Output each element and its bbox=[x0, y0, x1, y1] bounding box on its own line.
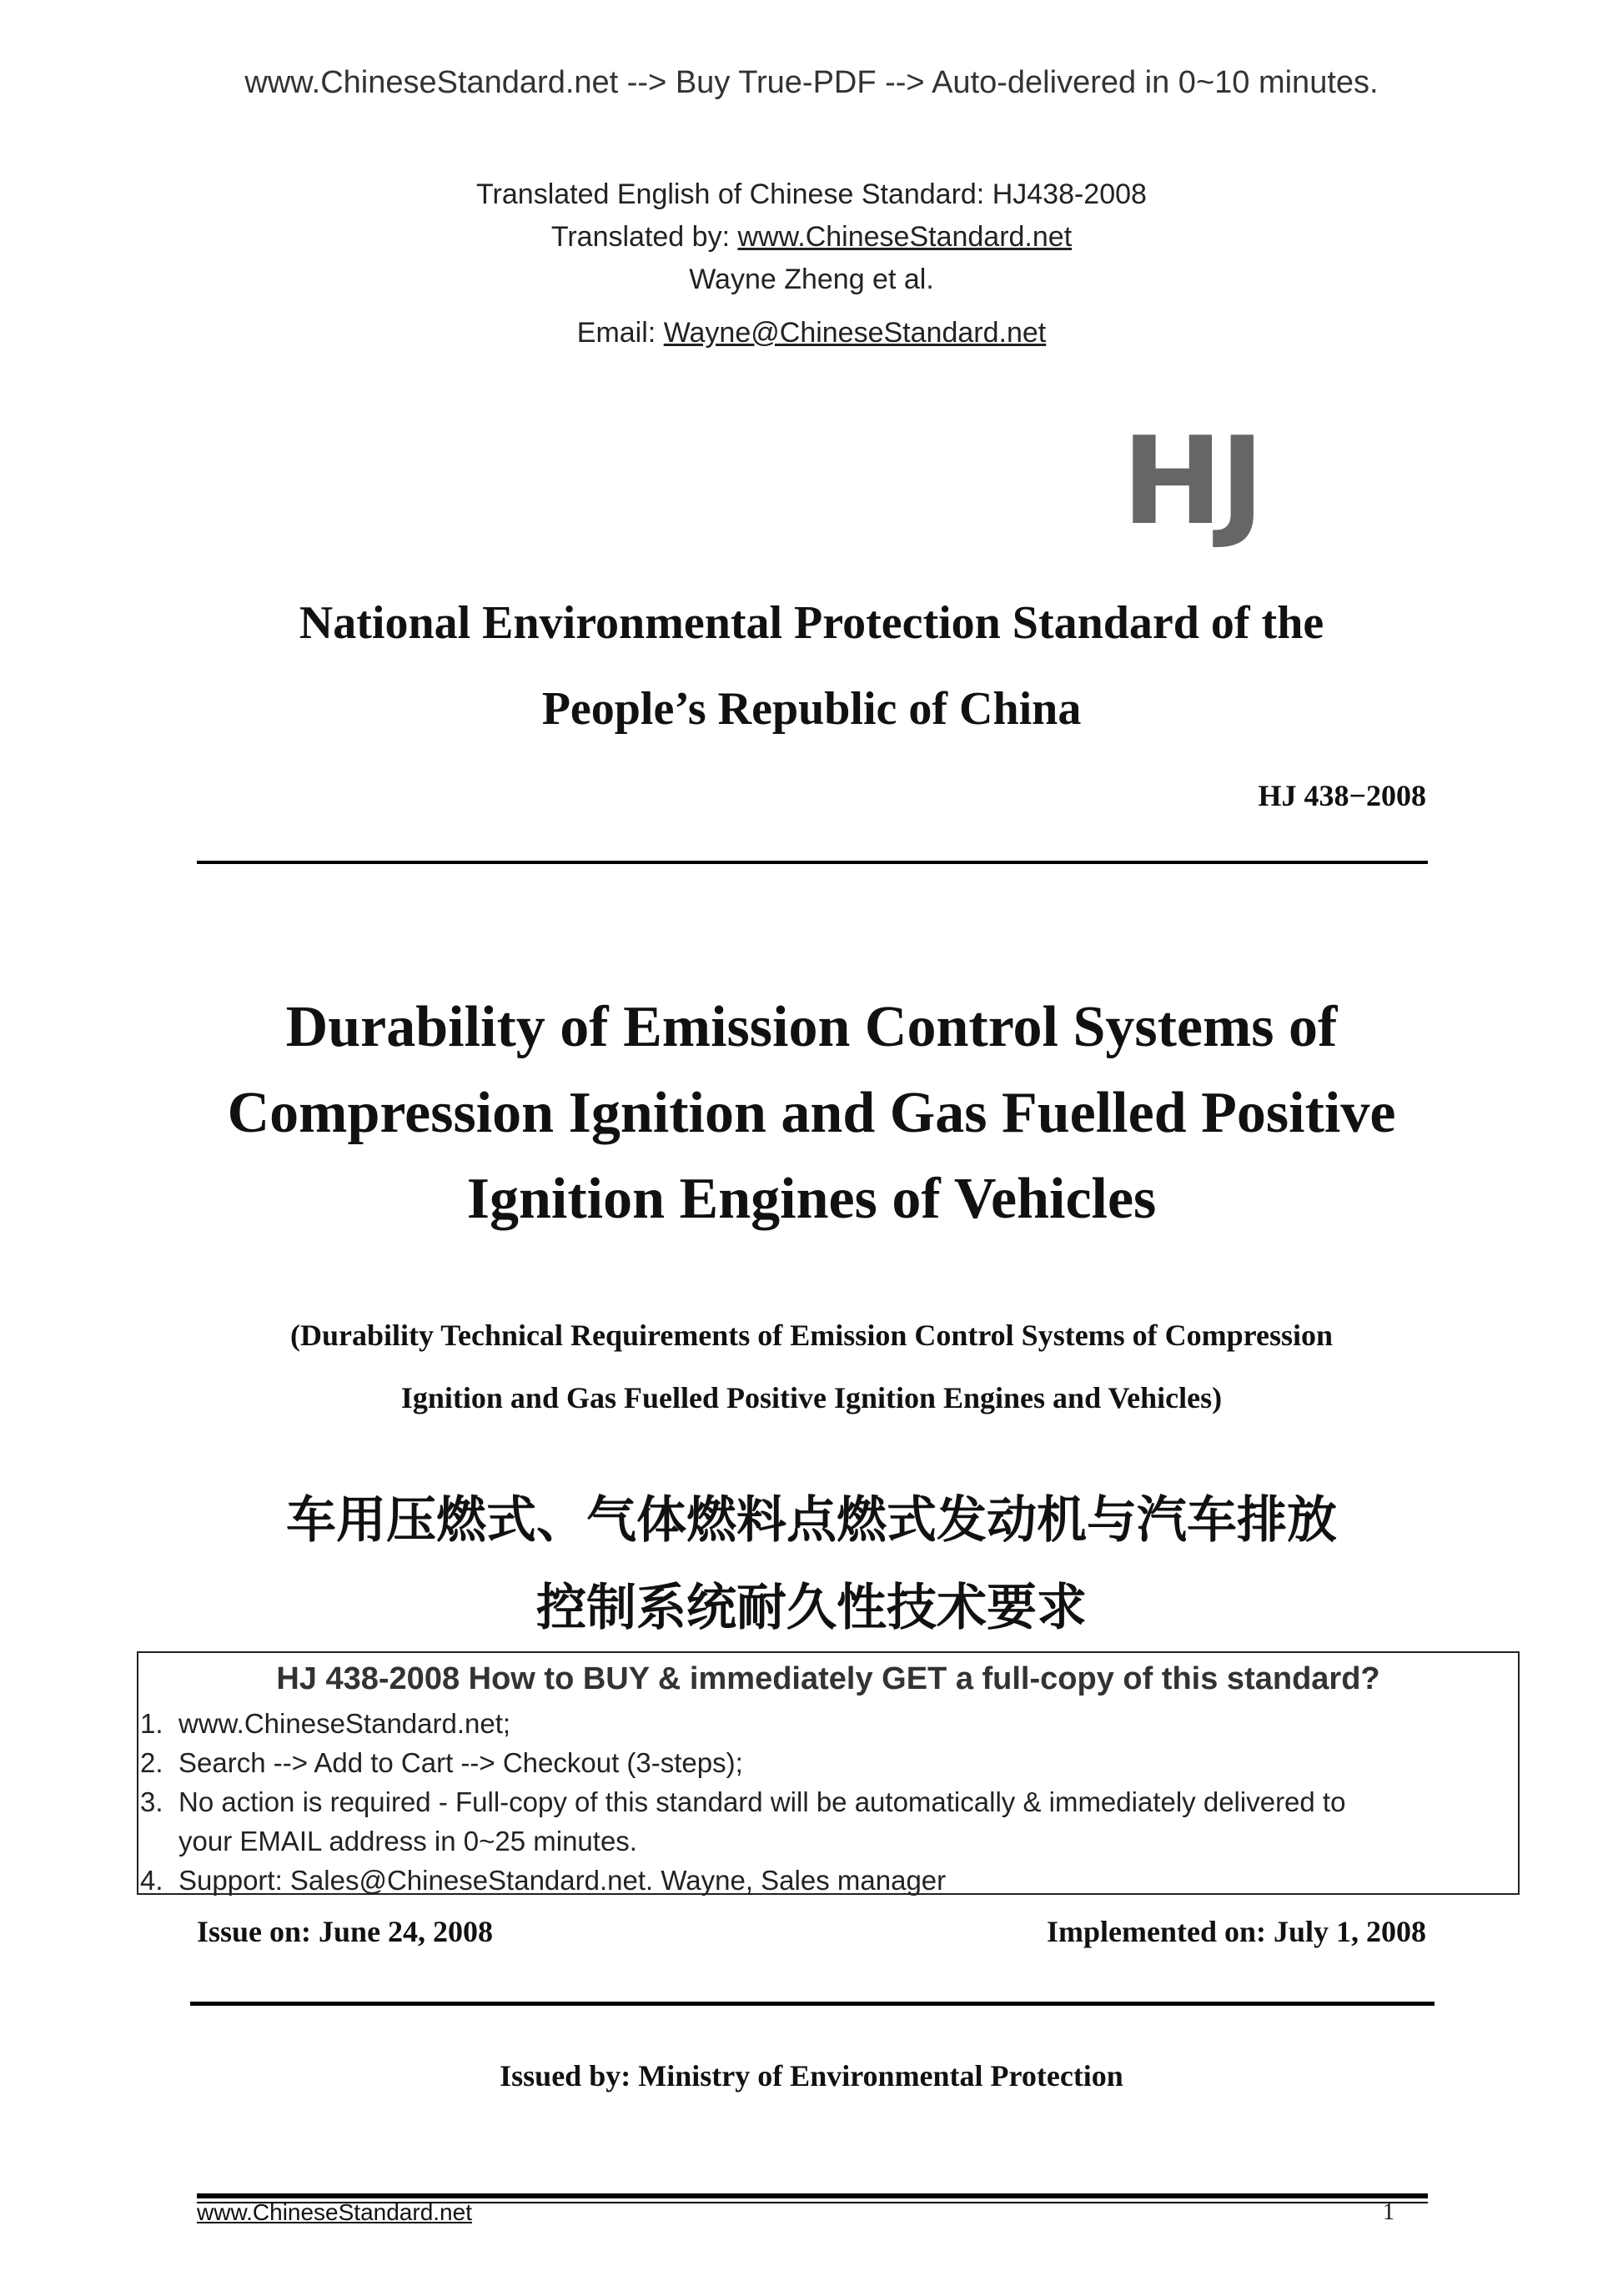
subtitle-line1: (Durability Technical Requirements of Emission Control Systems of Compression bbox=[289, 1319, 1334, 1352]
issue-date: Issue on: June 24, 2008 bbox=[197, 1915, 494, 1948]
email-link[interactable]: Wayne@ChineseStandard.net bbox=[663, 317, 1047, 349]
national-standard-line2: People’s Republic of China bbox=[541, 683, 1082, 735]
issuer-line: Issued by: Ministry of Environmental Protection bbox=[500, 2059, 1123, 2093]
step-text: Search --> Add to Cart --> Checkout (3-steps); bbox=[178, 1747, 743, 1778]
title-line2: Compression Ignition and Gas Fuelled Positive bbox=[227, 1081, 1396, 1145]
subtitle-line2: Ignition and Gas Fuelled Positive Ignition Engines and Vehicles) bbox=[400, 1381, 1223, 1414]
step-text: No action is required - Full-copy of this standard will be automatically & immediately delivered to bbox=[178, 1786, 1346, 1817]
purchase-info-box bbox=[137, 1651, 1520, 1895]
step-number: 2. bbox=[140, 1747, 163, 1778]
dates-divider bbox=[190, 2002, 1435, 2006]
translation-line: Translated English of Chinese Standard: HJ438-2008 bbox=[476, 178, 1147, 210]
step-number: 1. bbox=[140, 1708, 163, 1739]
header-divider bbox=[197, 861, 1428, 864]
step-text[interactable]: www.ChineseStandard.net; bbox=[178, 1708, 511, 1739]
step-number: 3. bbox=[140, 1786, 163, 1817]
translated-by-link[interactable]: www.ChineseStandard.net bbox=[737, 221, 1073, 253]
footer-rule-thick bbox=[197, 2193, 1428, 2198]
step-text: your EMAIL address in 0~25 minutes. bbox=[178, 1826, 637, 1856]
purchase-box-title: HJ 438-2008 How to BUY & immediately GET a full-copy of this standard? bbox=[276, 1661, 1380, 1696]
chinese-title-line2: 控制系统耐久性技术要求 bbox=[536, 1579, 1087, 1637]
translator-name: Wayne Zheng et al. bbox=[689, 264, 934, 295]
top-banner: www.ChineseStandard.net --> Buy True-PDF --> Auto-delivered in 0~10 minutes. bbox=[244, 65, 1379, 100]
footer-link[interactable]: www.ChineseStandard.net bbox=[197, 2199, 472, 2225]
email-label: Email: bbox=[576, 317, 664, 349]
chinese-title-line1: 车用压燃式、气体燃料点燃式发动机与汽车排放 bbox=[286, 1491, 1337, 1550]
title-line3: Ignition Engines of Vehicles bbox=[466, 1167, 1157, 1231]
implementation-date: Implemented on: July 1, 2008 bbox=[1046, 1915, 1426, 1948]
step-text: Support: Sales@ChineseStandard.net. Wayne, Sales manager bbox=[178, 1865, 947, 1896]
title-line1: Durability of Emission Control Systems of bbox=[285, 995, 1338, 1059]
translated-by bbox=[0, 221, 1623, 254]
email-line bbox=[0, 317, 1623, 349]
step-number: 4. bbox=[140, 1865, 163, 1896]
standard-code: HJ 438−2008 bbox=[1258, 779, 1426, 812]
translated-by-label: Translated by: bbox=[550, 221, 738, 253]
hj-logo: HJ bbox=[1122, 411, 1262, 552]
national-standard-line1: National Environmental Protection Standard of the bbox=[299, 597, 1324, 649]
page-number: 1 bbox=[1383, 2199, 1394, 2225]
